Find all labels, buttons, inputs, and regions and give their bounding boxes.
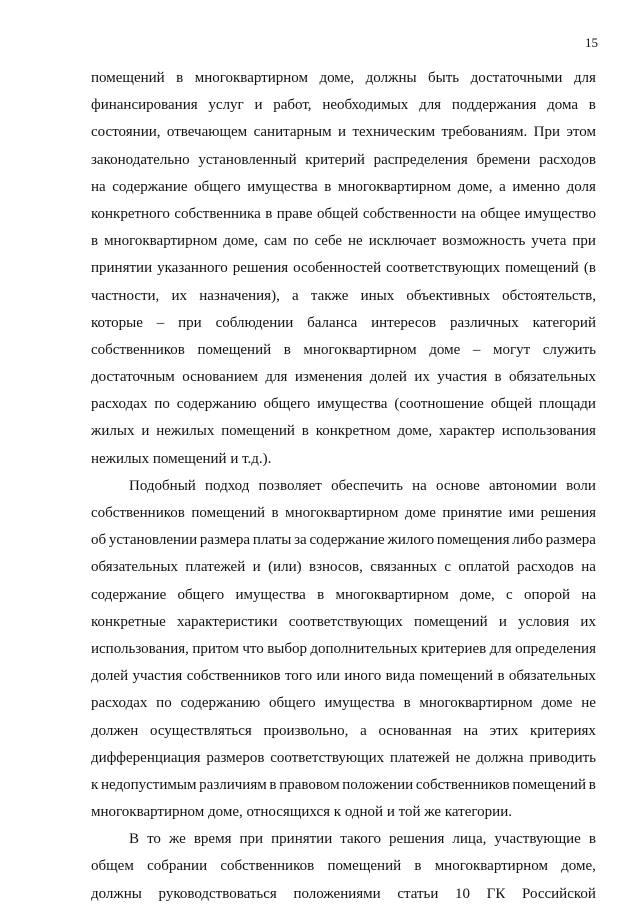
text-line: частности, их назначения), а также иных объективных обстоятельств, (91, 287, 596, 304)
text-line: принятии указанного решения особенностей соответствующих помещений (в (91, 260, 596, 277)
text-line: в многоквартирном доме, сам по себе не исключает возможность учета при (91, 233, 596, 250)
text-line: долей участия собственников того или иного вида помещений в обязательных (91, 668, 596, 685)
text-line: многоквартирном доме, относящихся к одной и той же категории. (91, 804, 512, 821)
text-line: содержание общего имущества в многоквартирном доме, с опорой на (91, 586, 596, 603)
text-line: об установлении размера платы за содержание жилого помещения либо размера (91, 532, 596, 549)
text-line: достаточным основанием для изменения долей их участия в обязательных (91, 369, 596, 386)
text-line: общем собрании собственников помещений в многоквартирном доме, (91, 858, 596, 875)
text-line: собственников помещений в многоквартирном доме принятие ими решения (91, 505, 596, 521)
text-line: конкретные характеристики соответствующих помещений и условия их (91, 613, 596, 630)
text-line: нежилых помещений и т.д.). (91, 450, 272, 467)
text-line: расходах по содержанию общего имущества в многоквартирном доме не (91, 695, 596, 712)
text-line: конкретного собственника в праве общей собственности на общее имущество (91, 205, 596, 222)
text-line: жилых и нежилых помещений в конкретном доме, характер использования (91, 423, 596, 440)
text-line: законодательно установленный критерий распределения бремени расходов (91, 151, 596, 168)
text-line: состоянии, отвечающем санитарным и техническим требованиям. При этом (91, 124, 596, 141)
text-line: обязательных платежей и (или) взносов, связанных с оплатой расходов на (91, 559, 596, 576)
text-line: к недопустимым различиям в правовом положении собственников помещений в (91, 776, 596, 793)
text-line: использования, притом что выбор дополнительных критериев для определения (91, 640, 596, 657)
text-line: Подобный подход позволяет обеспечить на основе автономии воли (129, 477, 596, 494)
text-line: дифференциация размеров соответствующих платежей не должна приводить (91, 749, 596, 766)
text-line: собственников помещений в многоквартирном доме – могут служить (91, 341, 596, 358)
text-line: которые – при соблюдении баланса интересов различных категорий (91, 314, 596, 331)
text-line: расходах по содержанию общего имущества (соотношение общей площади (91, 396, 596, 413)
body-text (91, 65, 596, 908)
text-line: В то же время при принятии такого решения лица, участвующие в (129, 831, 596, 848)
page-number: 15 (585, 35, 598, 50)
text-line: помещений в многоквартирном доме, должны быть достаточными для (91, 70, 596, 86)
text-line: финансирования услуг и работ, необходимых для поддержания дома в (91, 97, 596, 114)
text-line: должны руководствоваться положениями статьи 10 ГК Российской (91, 885, 596, 902)
text-line: на содержание общего имущества в многоквартирном доме, а именно доля (91, 178, 596, 195)
text-line: должен осуществляться произвольно, а основанная на этих критериях (91, 722, 596, 739)
